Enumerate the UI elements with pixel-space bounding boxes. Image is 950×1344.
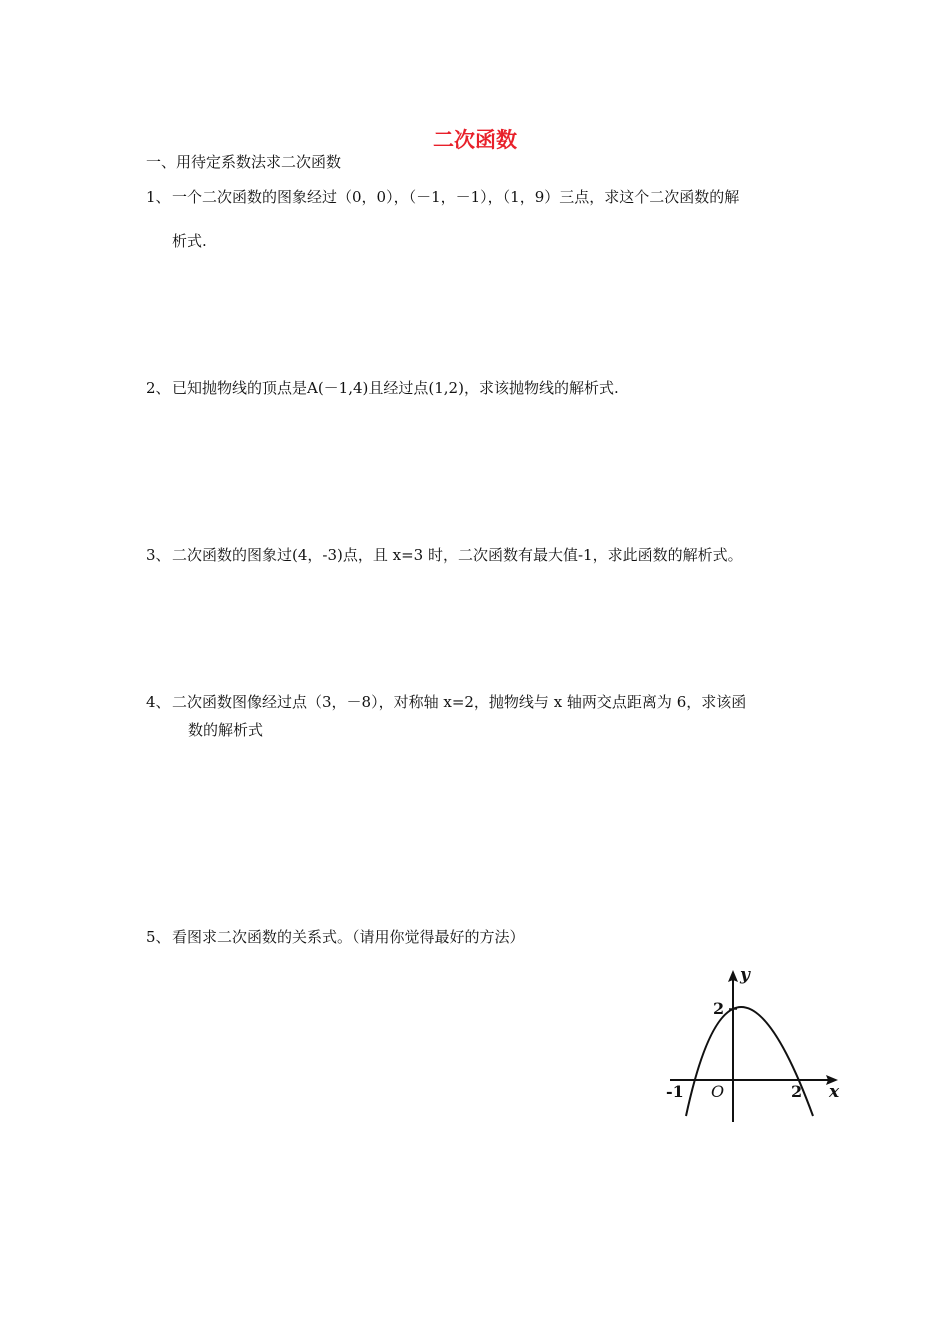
problem-3-number: 3、 bbox=[146, 546, 171, 564]
problem-5-number: 5、 bbox=[146, 928, 171, 946]
parabola-graph bbox=[662, 962, 852, 1127]
problem-4-number: 4、 bbox=[146, 693, 171, 711]
y-axis-label: y bbox=[740, 965, 750, 985]
y-intercept-label: 2 bbox=[713, 999, 725, 1018]
problem-1-number: 1、 bbox=[146, 188, 171, 206]
left-root-label: -1 bbox=[666, 1082, 684, 1101]
right-root-label: 2 bbox=[791, 1082, 803, 1101]
x-axis-label: x bbox=[829, 1082, 840, 1102]
problem-1-text-line1: 一个二次函数的图象经过（0，0），（－1，－1），（1，9）三点，求这个二次函数的解 bbox=[172, 188, 740, 206]
section-heading: 一、用待定系数法求二次函数 bbox=[146, 153, 342, 171]
problem-2-number: 2、 bbox=[146, 379, 171, 397]
problem-2-text: 已知抛物线的顶点是A(－1,4)且经过点(1,2)，求该抛物线的解析式. bbox=[172, 379, 619, 397]
problem-4-text-line1: 二次函数图像经过点（3，－8），对称轴 x=2，抛物线与 x 轴两交点距离为 6，求该函 bbox=[172, 693, 747, 711]
problem-3-text: 二次函数的图象过(4，-3)点，且 x=3 时，二次函数有最大值-1，求此函数的解析式。 bbox=[172, 546, 743, 564]
page-title: 二次函数 bbox=[433, 128, 517, 152]
problem-5-text: 看图求二次函数的关系式。（请用你觉得最好的方法） bbox=[172, 928, 525, 946]
problem-1-text-line2: 析式. bbox=[172, 232, 207, 250]
problem-4-text-line2: 数的解析式 bbox=[188, 721, 264, 739]
origin-label: O bbox=[711, 1082, 725, 1101]
